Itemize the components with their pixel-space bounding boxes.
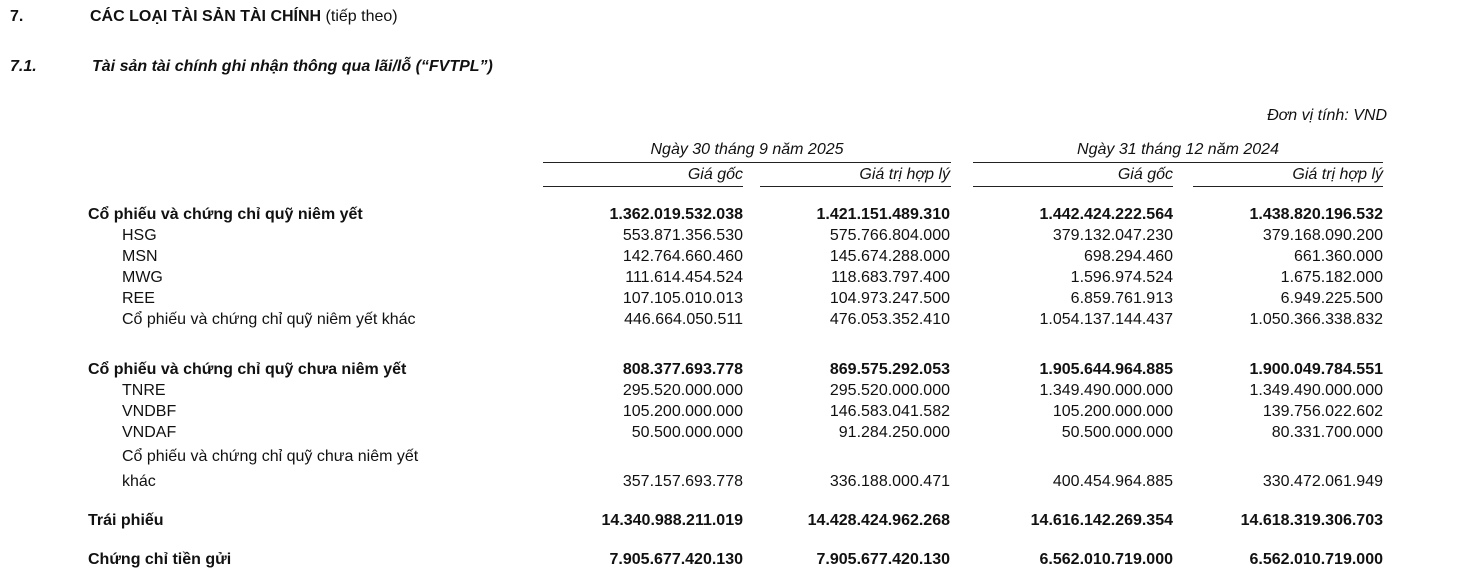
table-row — [0, 290, 1475, 310]
table-row-other-unlisted-line1 — [0, 448, 1475, 468]
table-row-other-unlisted — [0, 473, 1475, 493]
table-row — [0, 269, 1475, 289]
cell-cost-2025: 1.362.019.532.038 — [609, 206, 743, 223]
col-rule-4 — [1193, 186, 1383, 187]
cell-cost-2025: 111.614.454.524 — [625, 269, 743, 286]
cell-fair-2024: 1.438.820.196.532 — [1249, 206, 1383, 223]
cell-fair-2025: 1.421.151.489.310 — [816, 206, 950, 223]
subsection-number: 7.1. — [10, 58, 37, 75]
cell-fair-2025: 7.905.677.420.130 — [816, 551, 950, 568]
period-header-1: Ngày 30 tháng 9 năm 2025 — [650, 141, 844, 158]
table-row — [0, 311, 1475, 331]
cell-fair-2024: 1.349.490.000.000 — [1249, 382, 1383, 399]
cell-cost-2024: 105.200.000.000 — [1052, 403, 1173, 420]
table-row-listed-total — [0, 206, 1475, 226]
cell-cost-2025: 105.200.000.000 — [622, 403, 743, 420]
col-header-fair-2025: Giá trị hợp lý — [859, 166, 950, 183]
cell-fair-2025: 14.428.424.962.268 — [807, 512, 950, 529]
row-label: VNDBF — [122, 403, 177, 420]
table-row — [0, 424, 1475, 444]
section-title-text: CÁC LOẠI TÀI SẢN TÀI CHÍNH — [90, 8, 322, 25]
cell-cost-2024: 1.349.490.000.000 — [1039, 382, 1173, 399]
cell-fair-2025: 104.973.247.500 — [829, 290, 950, 307]
row-label: MSN — [122, 248, 158, 265]
row-label: TNRE — [122, 382, 166, 399]
cell-cost-2024: 1.905.644.964.885 — [1039, 361, 1173, 378]
cell-cost-2025: 142.764.660.460 — [622, 248, 743, 265]
cell-cost-2024: 1.054.137.144.437 — [1039, 311, 1173, 328]
cell-cost-2024: 14.616.142.269.354 — [1030, 512, 1173, 529]
cell-cost-2024: 1.442.424.222.564 — [1039, 206, 1173, 223]
cell-cost-2025: 50.500.000.000 — [631, 424, 743, 441]
cell-fair-2024: 14.618.319.306.703 — [1240, 512, 1383, 529]
cell-fair-2025: 336.188.000.471 — [829, 473, 950, 490]
cell-fair-2024: 1.675.182.000 — [1280, 269, 1383, 286]
cell-fair-2024: 139.756.022.602 — [1262, 403, 1383, 420]
cell-cost-2024: 6.859.761.913 — [1070, 290, 1173, 307]
cell-fair-2024: 379.168.090.200 — [1262, 227, 1383, 244]
cell-fair-2024: 80.331.700.000 — [1271, 424, 1383, 441]
cell-fair-2024: 1.050.366.338.832 — [1249, 311, 1383, 328]
row-label: Trái phiếu — [88, 512, 164, 529]
unit-note: Đơn vị tính: VND — [1267, 107, 1387, 124]
col-rule-1 — [543, 186, 743, 187]
period-rule-1 — [543, 162, 951, 163]
cell-cost-2024: 698.294.460 — [1084, 248, 1173, 265]
section-title-suffix: (tiếp theo) — [321, 8, 398, 25]
table-row — [0, 227, 1475, 247]
table-row — [0, 382, 1475, 402]
cell-cost-2025: 14.340.988.211.019 — [601, 512, 743, 529]
col-rule-3 — [973, 186, 1173, 187]
cell-cost-2025: 446.664.050.511 — [624, 311, 743, 328]
col-rule-2 — [760, 186, 951, 187]
cell-fair-2025: 145.674.288.000 — [829, 248, 950, 265]
cell-fair-2025: 476.053.352.410 — [829, 311, 950, 328]
row-label-line2: khác — [122, 473, 156, 490]
cell-cost-2025: 808.377.693.778 — [622, 361, 743, 378]
row-label: VNDAF — [122, 424, 177, 441]
cell-fair-2024: 6.562.010.719.000 — [1249, 551, 1383, 568]
row-label: Chứng chỉ tiền gửi — [88, 551, 232, 568]
cell-fair-2024: 661.360.000 — [1294, 248, 1383, 265]
cell-cost-2025: 553.871.356.530 — [622, 227, 743, 244]
cell-fair-2025: 295.520.000.000 — [829, 382, 950, 399]
row-label: Cổ phiếu và chứng chỉ quỹ chưa niêm yết — [122, 448, 419, 465]
cell-fair-2025: 146.583.041.582 — [829, 403, 950, 420]
table-row — [0, 248, 1475, 268]
row-label: Cổ phiếu và chứng chỉ quỹ niêm yết — [88, 206, 363, 223]
cell-fair-2025: 869.575.292.053 — [829, 361, 950, 378]
cell-fair-2024: 1.900.049.784.551 — [1249, 361, 1383, 378]
row-label: REE — [122, 290, 155, 307]
row-label: MWG — [122, 269, 163, 286]
section-number: 7. — [10, 8, 24, 25]
col-header-cost-2025: Giá gốc — [687, 166, 743, 183]
period-header-2: Ngày 31 tháng 12 năm 2024 — [1077, 141, 1279, 158]
cell-cost-2025: 7.905.677.420.130 — [609, 551, 743, 568]
cell-cost-2025: 107.105.010.013 — [622, 290, 743, 307]
cell-fair-2024: 330.472.061.949 — [1262, 473, 1383, 490]
cell-cost-2024: 6.562.010.719.000 — [1039, 551, 1173, 568]
row-label: HSG — [122, 227, 157, 244]
cell-cost-2024: 379.132.047.230 — [1052, 227, 1173, 244]
cell-cost-2024: 400.454.964.885 — [1052, 473, 1173, 490]
cell-fair-2025: 118.683.797.400 — [831, 269, 950, 286]
period-rule-2 — [973, 162, 1383, 163]
row-label: Cổ phiếu và chứng chỉ quỹ chưa niêm yết — [88, 361, 407, 378]
subsection-title: Tài sản tài chính ghi nhận thông qua lãi/lỗ (“FVTPL”) — [92, 58, 493, 75]
table-row-unlisted-total — [0, 361, 1475, 381]
row-label: Cổ phiếu và chứng chỉ quỹ niêm yết khác — [122, 311, 416, 328]
section-title — [90, 8, 398, 26]
table-row — [0, 403, 1475, 423]
cell-fair-2025: 575.766.804.000 — [829, 227, 950, 244]
cell-cost-2024: 50.500.000.000 — [1061, 424, 1173, 441]
table-row-bonds — [0, 512, 1475, 532]
cell-cost-2025: 357.157.693.778 — [622, 473, 743, 490]
col-header-fair-2024: Giá trị hợp lý — [1292, 166, 1383, 183]
cell-cost-2025: 295.520.000.000 — [622, 382, 743, 399]
col-header-cost-2024: Giá gốc — [1117, 166, 1173, 183]
table-row-deposit-certificates — [0, 551, 1475, 571]
cell-fair-2024: 6.949.225.500 — [1280, 290, 1383, 307]
cell-cost-2024: 1.596.974.524 — [1070, 269, 1173, 286]
cell-fair-2025: 91.284.250.000 — [838, 424, 950, 441]
